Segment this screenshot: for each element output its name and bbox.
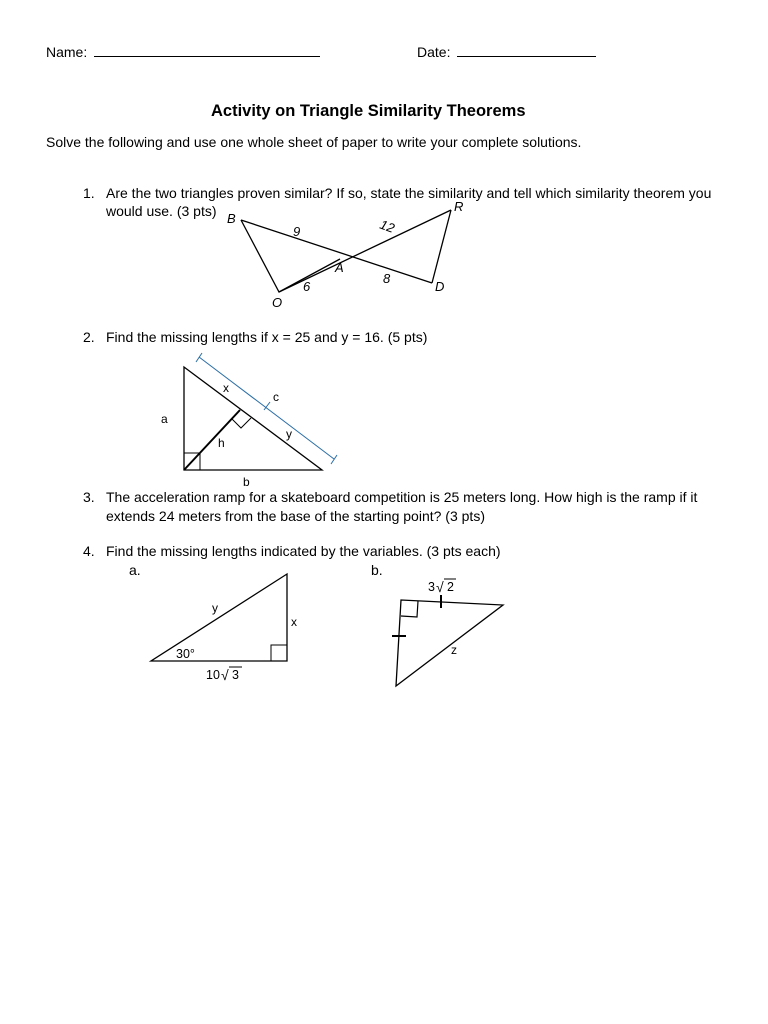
segment-rd (432, 210, 451, 283)
problem-3-number: 3. (83, 489, 95, 505)
triangle-boa (241, 220, 340, 292)
right-angle-marker-bottom (184, 453, 200, 470)
problem-1-text-line1: Are the two triangles proven similar? If so, state the similarity and tell which similarity theorem you (106, 185, 712, 201)
side-oa-label: 6 (303, 279, 311, 294)
vertex-b-label: B (227, 211, 236, 226)
altitude-h-label: h (218, 436, 225, 450)
hypotenuse-c-label: c (273, 390, 279, 404)
segment-oa-ar (279, 210, 451, 292)
name-field (46, 43, 320, 61)
dimension-line-c (199, 357, 334, 459)
side-ar-label: 12 (377, 216, 397, 236)
right-angle-marker-altitude (232, 418, 251, 428)
date-field (417, 43, 596, 61)
top-leg-length-label (428, 579, 456, 595)
dimension-tick-bottom (331, 455, 337, 464)
vertex-r-label: R (454, 199, 464, 214)
base-length-label (206, 667, 242, 683)
problem-3-text-line1: The acceleration ramp for a skateboard competition is 25 meters long. How high is the ramp if it (106, 489, 698, 505)
instructions: Solve the following and use one whole sheet of paper to write your complete solutions. (46, 134, 582, 150)
segment-x-label: x (223, 381, 229, 395)
page-title: Activity on Triangle Similarity Theorems (211, 102, 526, 120)
problem-2-text-line1: Find the missing lengths if x = 25 and y = 16. (5 pts) (106, 329, 428, 345)
side-a-label: a (161, 412, 168, 426)
vertex-d-label: D (435, 279, 445, 294)
hypotenuse-y-label: y (212, 601, 218, 615)
right-angle-marker-4a (271, 645, 287, 661)
segment-ba-ad (241, 220, 432, 283)
name-blank (94, 43, 320, 57)
radical-sign-4b: √ (436, 579, 444, 595)
leg-x-label: x (291, 615, 297, 629)
problem-1-text-line2: would use. (3 pts) (106, 203, 217, 219)
problem-1-number: 1. (83, 185, 95, 201)
vertex-a-label: A (335, 260, 344, 275)
radical-sign-4a: √ (221, 667, 229, 683)
segment-y-label: y (286, 427, 292, 441)
altitude-h (184, 410, 240, 470)
date-label: Date: (417, 44, 451, 60)
right-triangle-abc (184, 367, 322, 470)
problem-4-text-line1: Find the missing lengths indicated by the variables. (3 pts each) (106, 543, 501, 559)
side-b-label: b (243, 475, 250, 489)
top-leg-radicand: 2 (447, 580, 454, 594)
base-radicand: 3 (232, 668, 239, 682)
problem-4a-label: a. (129, 562, 141, 578)
side-ad-label: 8 (383, 271, 391, 286)
problem-4-number: 4. (83, 543, 95, 559)
dimension-tick-mid (264, 402, 270, 410)
side-ba-label: 9 (293, 224, 301, 239)
problem-2-number: 2. (83, 329, 95, 345)
top-leg-coefficient: 3 (428, 580, 435, 594)
angle-30-label: 30° (176, 647, 195, 661)
hypotenuse-z-label: z (451, 643, 457, 657)
right-angle-marker-4b (401, 601, 418, 617)
vertex-o-label: O (272, 295, 283, 310)
base-coefficient: 10 (206, 668, 220, 682)
date-blank (457, 43, 596, 57)
triangle-4a (151, 574, 287, 661)
triangle-4b (396, 600, 503, 686)
dimension-tick-top (196, 353, 202, 362)
problem-4b-label: b. (371, 562, 383, 578)
name-label: Name: (46, 44, 88, 60)
problem-3-text-line2: extends 24 meters from the base of the starting point? (3 pts) (106, 508, 485, 524)
